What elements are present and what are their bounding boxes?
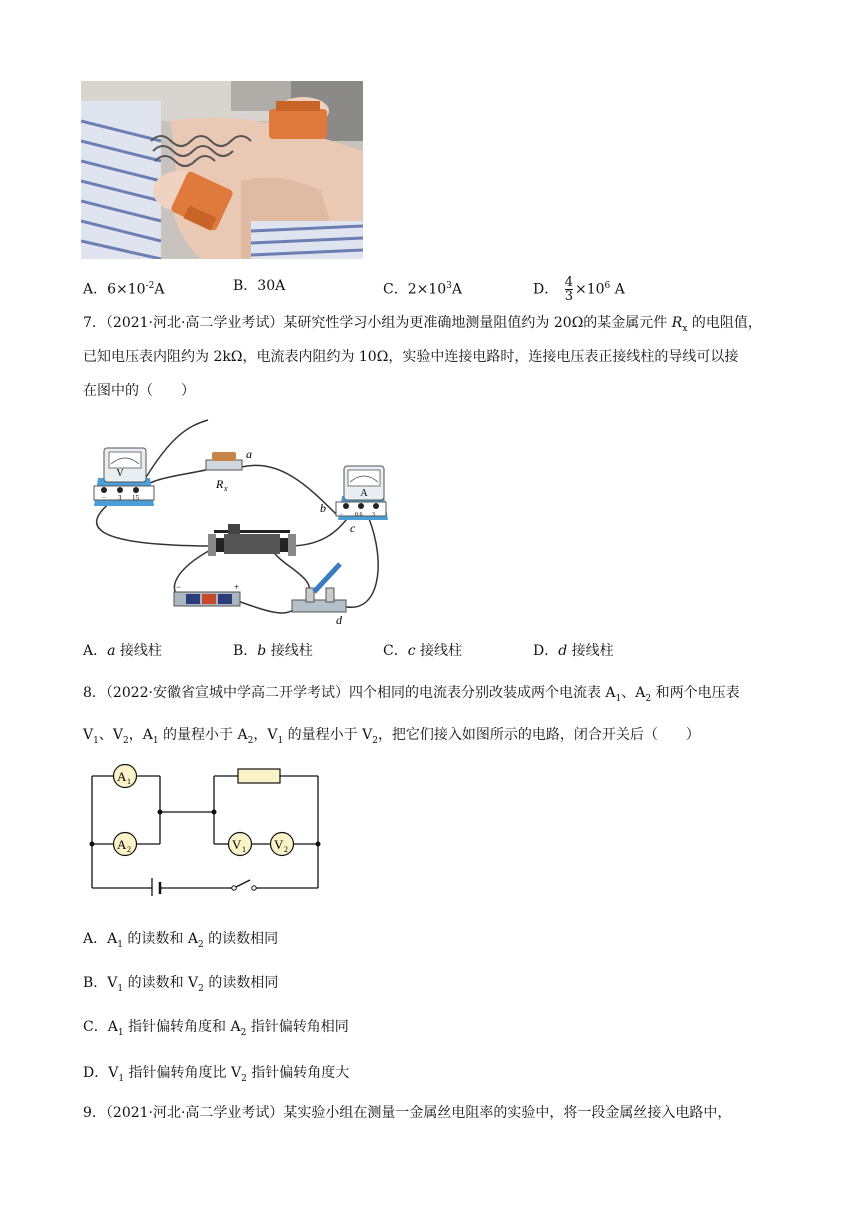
- v-term-15: 15: [132, 494, 139, 502]
- q6-option-a: A．$6\times 10^{-2}A$: [83, 281, 165, 298]
- q7-option-a: A．a 接线柱: [83, 643, 162, 659]
- battery-pos: +: [234, 582, 240, 592]
- v2-sub: 2: [284, 845, 288, 854]
- q6-option-b: B．30A: [233, 278, 286, 294]
- rheostat-icon: [208, 524, 296, 556]
- label-c: c: [350, 521, 356, 535]
- v-term-neg: −: [102, 494, 106, 502]
- a-term-06: 0.6: [355, 512, 363, 518]
- voltmeter-label: V: [116, 468, 124, 479]
- a1-label: A: [117, 769, 127, 784]
- battery-neg: −: [176, 582, 182, 592]
- ammeter-label: A: [360, 488, 368, 499]
- a2-label: A: [117, 837, 127, 852]
- q8-circuit-diagram: [86, 764, 326, 896]
- q8-line2: $V_1$、$V_2$，$A_1$ 的量程小于 $A_2$，$V_1$ 的量程小于 $V_2$，把它们接入如图所示的电路，闭合开关后（ ）: [83, 727, 700, 746]
- a1-sub: 1: [127, 777, 131, 786]
- q8-option-d: D．$V_1$ 指针偏转角度比 $V_2$ 指针偏转角度大: [83, 1065, 350, 1084]
- a-term-neg: −: [340, 512, 344, 518]
- q7-line2: 已知电压表内阻约为 2kΩ，电流表内阻约为 10Ω，实验中连接电路时，连接电压表正接线柱的导线可以接: [83, 349, 739, 365]
- label-b: b: [320, 501, 326, 515]
- v1-sub: 1: [242, 845, 246, 854]
- q7-line3: 在图中的（ ）: [83, 383, 195, 399]
- q8-option-b: B．$V_1$ 的读数和 $V_2$ 的读数相同: [83, 975, 279, 994]
- q8-option-a: A．$A_1$ 的读数和 $A_2$ 的读数相同: [83, 931, 279, 950]
- fraction: $\frac{4}{3}$: [564, 275, 573, 305]
- switch-icon: [292, 564, 346, 612]
- q7-option-d: D．d 接线柱: [533, 643, 614, 659]
- q6-option-c: C．$2\times 10^3A$: [383, 281, 463, 298]
- v1-label: V: [232, 837, 242, 852]
- q8-option-c: C．$A_1$ 指针偏转角度和 $A_2$ 指针偏转角相同: [83, 1019, 349, 1038]
- q7-line1: 7．（2021·河北·高二学业考试）某研究性学习小组为更准确地测量阻值约为 20Ω的某金属元件 $R_x$ 的电阻值，: [83, 315, 762, 334]
- q6-option-d: D． $\frac{4}{3}$ $\times 10^6$ A: [533, 275, 625, 305]
- v-term-3: 3: [118, 494, 122, 502]
- rx-label-r: R: [216, 477, 224, 491]
- q7-circuit-figure: [78, 416, 388, 628]
- a2-sub: 2: [127, 845, 131, 854]
- label-a: a: [246, 447, 252, 461]
- rx-label-x: x: [224, 484, 228, 493]
- a-term-3: 3: [372, 512, 375, 518]
- q7-option-c: C．c 接线柱: [383, 643, 463, 659]
- battery-icon: [174, 592, 240, 606]
- q9-line1: 9．（2021·河北·高二学业考试）某实验小组在测量一金属丝电阻率的实验中，将一段金属丝接入电路中，: [83, 1105, 732, 1121]
- v2-label: V: [274, 837, 284, 852]
- resistor-rx-icon: [206, 452, 242, 470]
- defibrillator-photo: [81, 81, 363, 259]
- q7-option-b: B．b 接线柱: [233, 643, 313, 659]
- q8-line1: 8．（2022·安徽省宣城中学高二开学考试）四个相同的电流表分别改装成两个电流表 $A_1$、$A_2$ 和两个电压表: [83, 685, 740, 704]
- label-d: d: [336, 613, 342, 627]
